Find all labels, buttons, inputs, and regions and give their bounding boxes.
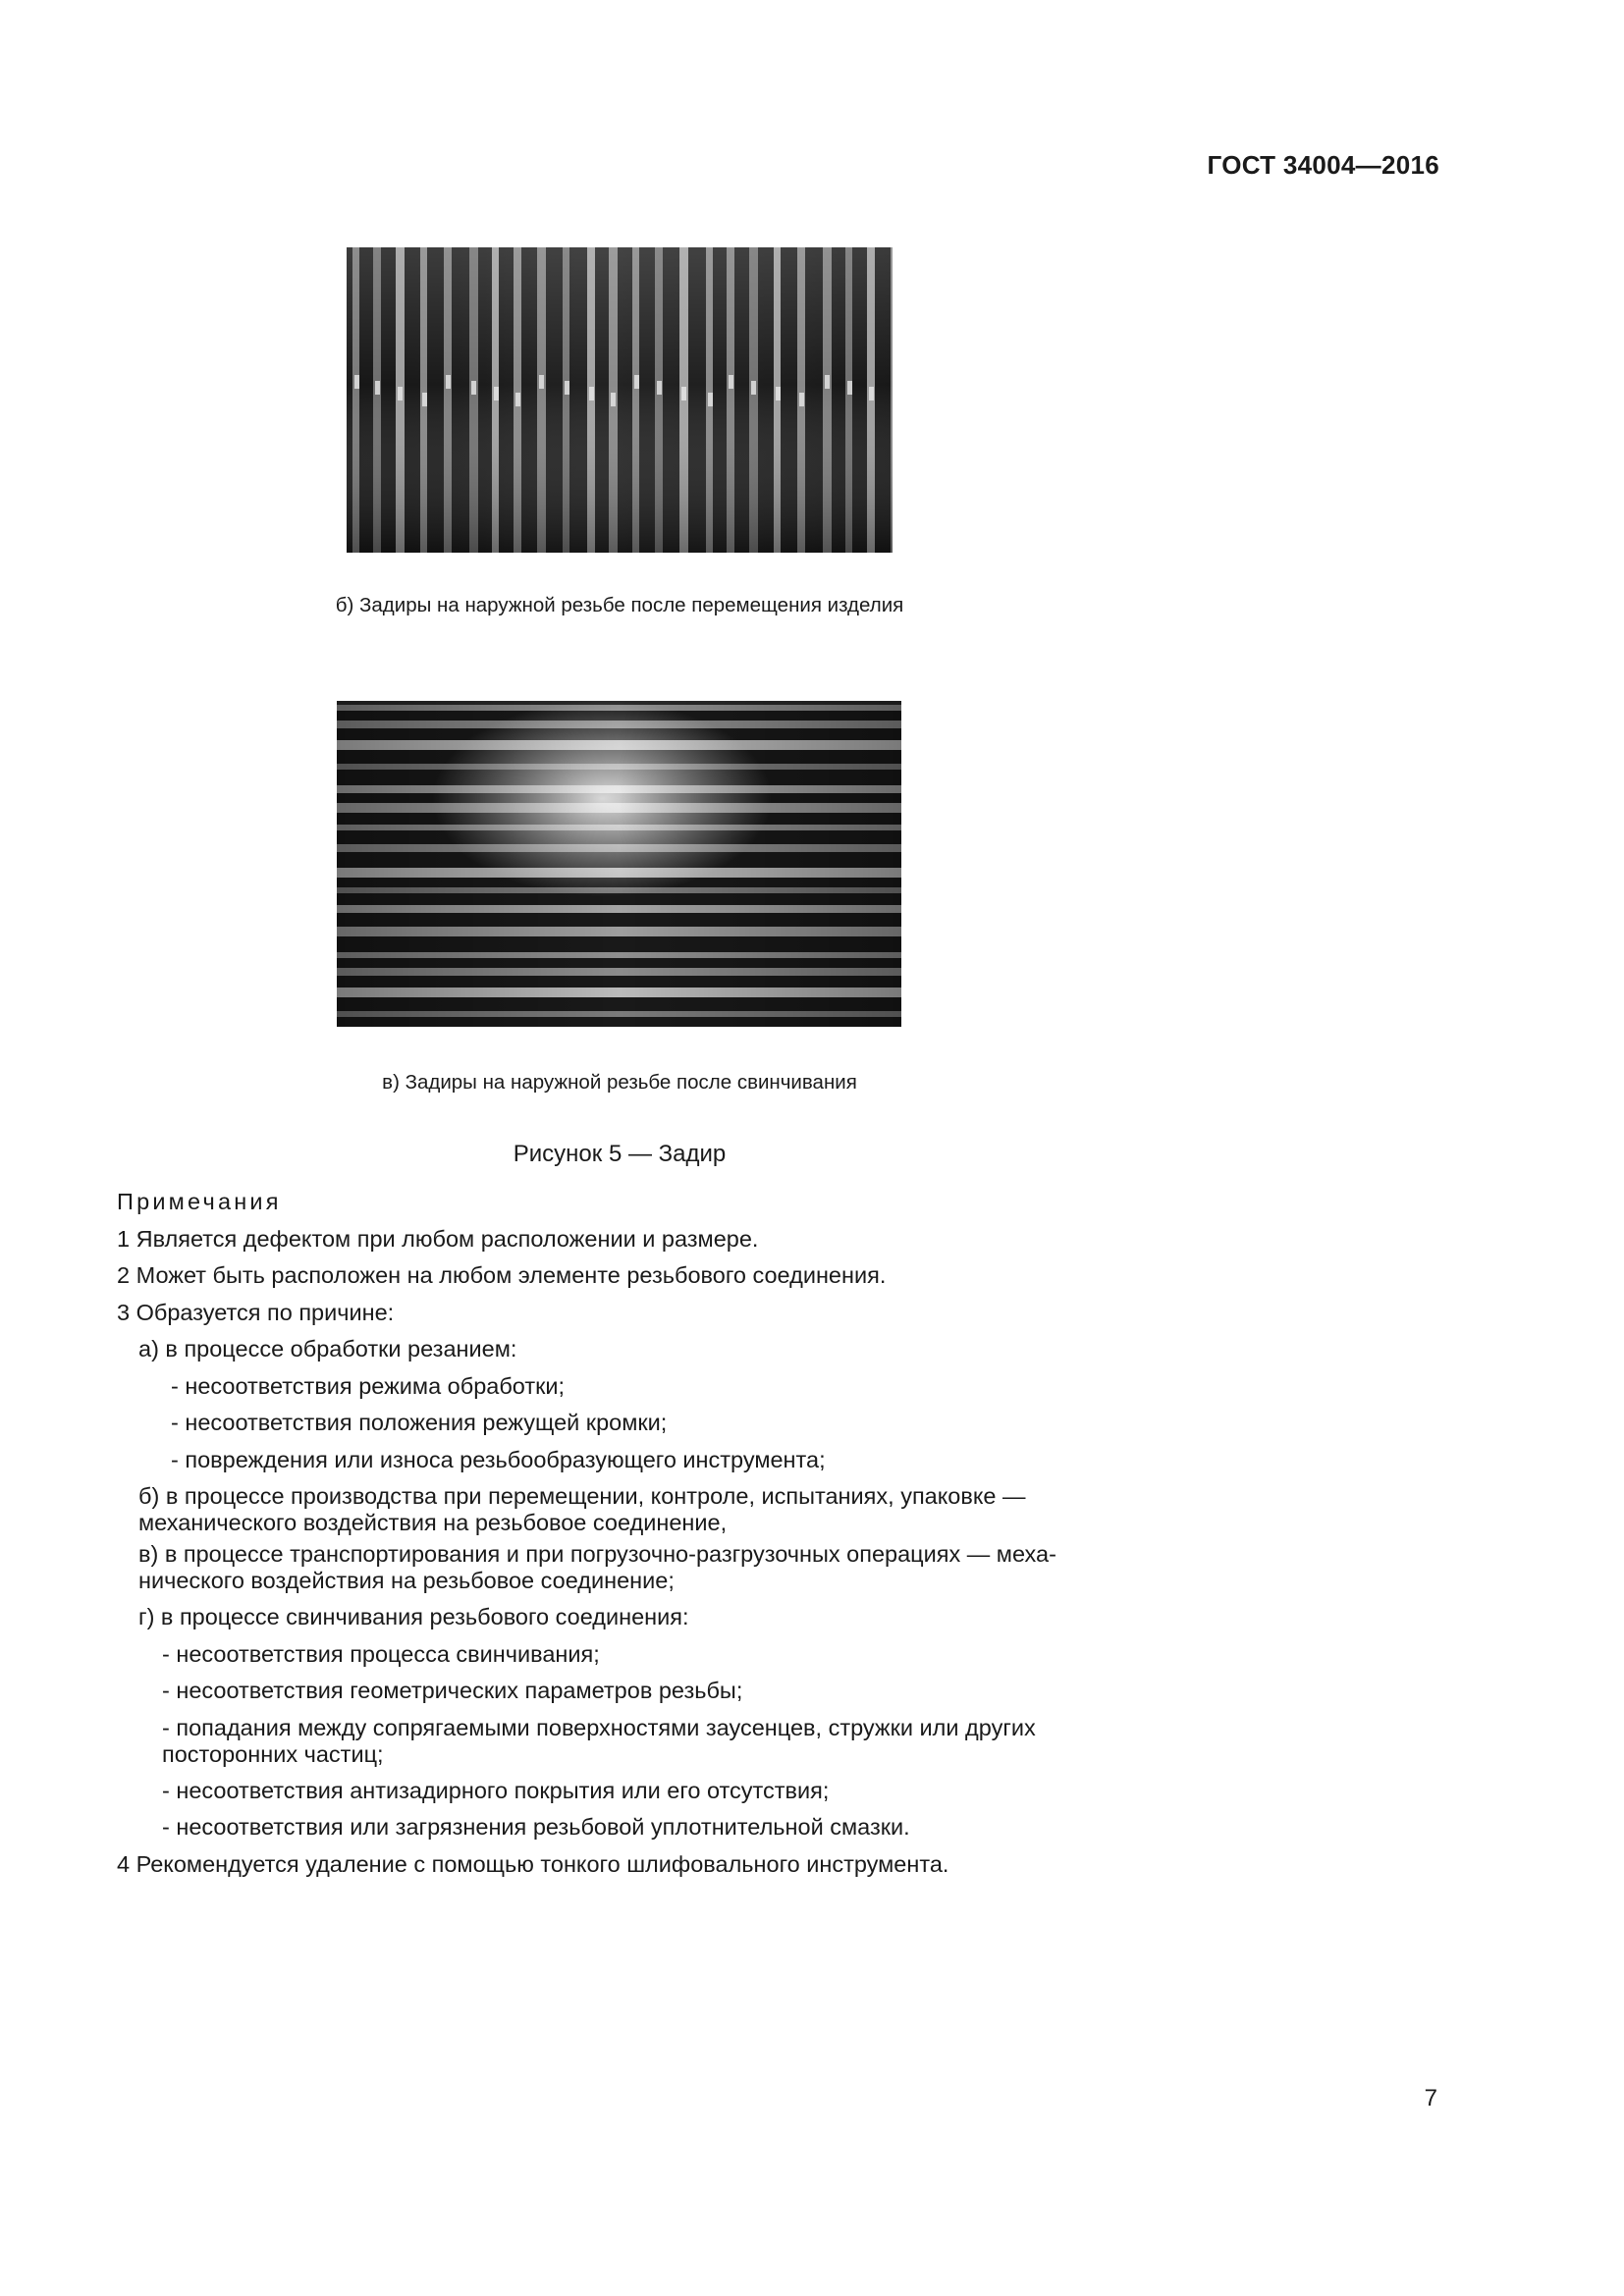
thread-galling-photo-b — [347, 247, 893, 553]
note-3b-line2: механического воздействия на резьбовое соединение, — [138, 1510, 728, 1535]
document-header: ГОСТ 34004—2016 — [1207, 150, 1439, 180]
note-3a-label: а) в процессе обработки резанием: — [138, 1336, 517, 1362]
note-3v-line2: нического воздействия на резьбовое соединение; — [138, 1568, 675, 1593]
note-3v — [117, 1541, 1122, 1594]
note-3v-line1: в) в процессе транспортирования и при погрузочно-разгрузочных операциях — меха- — [138, 1541, 1056, 1567]
note-3: 3 Образуется по причине: — [117, 1299, 395, 1325]
list-item: - несоответствия антизадирного покрытия или его отсутствия; — [162, 1777, 830, 1803]
list-item-line2: посторонних частиц; — [162, 1740, 384, 1767]
note-1: 1 Является дефектом при любом расположении и размере. — [117, 1225, 759, 1252]
note-3b-line1: б) в процессе производства при перемещении, контроле, испытаниях, упаковке — — [138, 1483, 1026, 1509]
figure-caption-v: в) Задиры на наружной резьбе после свинчивания — [382, 1071, 857, 1094]
note-3b — [117, 1483, 1122, 1536]
list-item — [117, 1715, 1122, 1768]
list-item: - несоответствия положения режущей кромки; — [171, 1410, 668, 1435]
list-item: - несоответствия или загрязнения резьбовой уплотнительной смазки. — [162, 1814, 910, 1840]
list-item: - несоответствия процесса свинчивания; — [162, 1640, 600, 1667]
list-item: - несоответствия геометрических параметров резьбы; — [162, 1678, 743, 1703]
list-item: - несоответствия режима обработки; — [171, 1372, 566, 1399]
figure-title: Рисунок 5 — Задир — [513, 1141, 727, 1167]
note-2: 2 Может быть расположен на любом элементе резьбового соединения. — [117, 1262, 887, 1288]
list-item-line1: - попадания между сопрягаемыми поверхностями заусенцев, стружки или других — [162, 1714, 1036, 1740]
notes-section — [117, 1184, 1122, 1883]
list-item: - повреждения или износа резьбообразующего инструмента; — [171, 1446, 826, 1472]
note-3g-label: г) в процессе свинчивания резьбового соединения: — [138, 1604, 689, 1629]
note-4: 4 Рекомендуется удаление с помощью тонкого шлифовального инструмента. — [117, 1850, 949, 1877]
page-number: 7 — [1424, 2085, 1437, 2111]
figure-caption-b: б) Задиры на наружной резьбе после перемещения изделия — [335, 594, 904, 616]
thread-galling-photo-v — [337, 701, 901, 1027]
notes-title: Примечания — [117, 1189, 282, 1214]
